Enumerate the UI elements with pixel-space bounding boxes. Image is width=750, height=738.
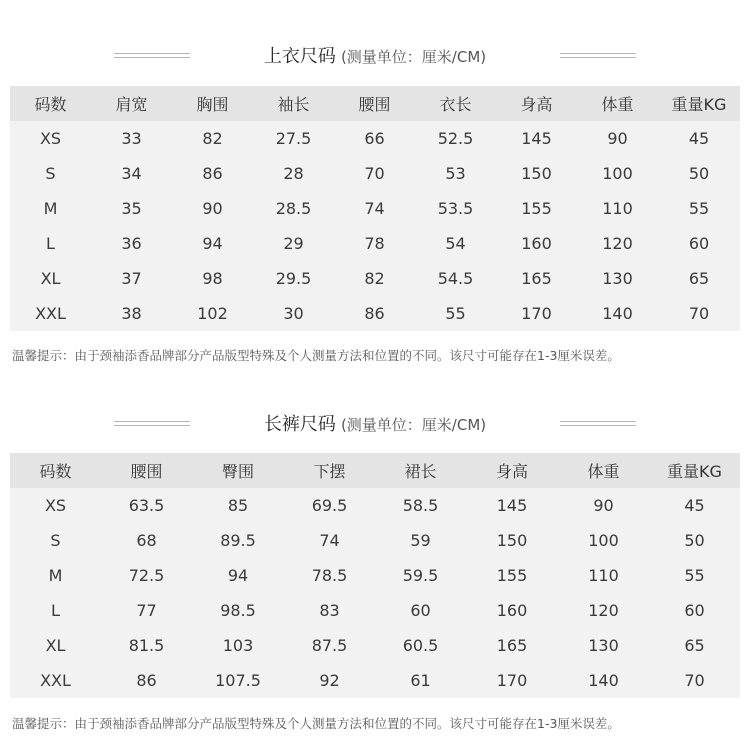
table-row (10, 488, 740, 523)
table-cell: 33 (91, 121, 172, 156)
table-cell: 63.5 (101, 488, 192, 523)
table-row (10, 523, 740, 558)
table-cell: 92 (284, 663, 375, 698)
table-cell: 69.5 (284, 488, 375, 523)
table-cell: 120 (558, 593, 649, 628)
table-cell: 65 (658, 261, 740, 296)
table-cell: 140 (577, 296, 658, 331)
table-cell: 130 (558, 628, 649, 663)
table-header-row (10, 453, 740, 488)
right-decoration-line (560, 53, 636, 58)
table-cell: 50 (649, 523, 740, 558)
top-table-unit: (测量单位：厘米/CM) (340, 48, 487, 66)
table-cell: 58.5 (375, 488, 466, 523)
table-cell: 86 (334, 296, 415, 331)
header-cell: 胸围 (172, 86, 253, 121)
table-cell: 70 (649, 663, 740, 698)
header-cell: 体重 (577, 86, 658, 121)
header-cell: 重量KG (649, 453, 740, 488)
table-cell: 53 (415, 156, 496, 191)
table-cell: 89.5 (192, 523, 284, 558)
table-cell: 28 (253, 156, 334, 191)
table-cell: 90 (172, 191, 253, 226)
table-cell: 50 (658, 156, 740, 191)
table-cell: 61 (375, 663, 466, 698)
table-cell: 87.5 (284, 628, 375, 663)
header-cell: 下摆 (284, 453, 375, 488)
table-cell: 170 (496, 296, 577, 331)
table-cell: 66 (334, 121, 415, 156)
table-cell: 70 (334, 156, 415, 191)
table-cell: 70 (658, 296, 740, 331)
table-header-row (10, 86, 740, 121)
table-cell: 60.5 (375, 628, 466, 663)
table-cell: 98 (172, 261, 253, 296)
table-cell: 55 (658, 191, 740, 226)
table-cell: 72.5 (101, 558, 192, 593)
table-cell: 140 (558, 663, 649, 698)
table-cell: XL (10, 628, 101, 663)
table-cell: 160 (496, 226, 577, 261)
table-cell: 110 (558, 558, 649, 593)
header-cell: 重量KG (658, 86, 740, 121)
table-cell: 68 (101, 523, 192, 558)
table-cell: 86 (172, 156, 253, 191)
table-cell: 29.5 (253, 261, 334, 296)
table-cell: 145 (466, 488, 558, 523)
table-cell: 81.5 (101, 628, 192, 663)
table-row (10, 226, 740, 261)
table-cell: S (10, 156, 91, 191)
table-cell: 28.5 (253, 191, 334, 226)
table-cell: 150 (496, 156, 577, 191)
header-cell: 腰围 (101, 453, 192, 488)
header-cell: 肩宽 (91, 86, 172, 121)
top-size-table (10, 86, 740, 331)
table-cell: 94 (192, 558, 284, 593)
table-cell: 54.5 (415, 261, 496, 296)
table-cell: M (10, 558, 101, 593)
table-row (10, 156, 740, 191)
table-cell: XXL (10, 663, 101, 698)
table-cell: 45 (658, 121, 740, 156)
table-cell: 45 (649, 488, 740, 523)
table-cell: 103 (192, 628, 284, 663)
table-cell: XS (10, 121, 91, 156)
table-row (10, 593, 740, 628)
table-cell: 78.5 (284, 558, 375, 593)
table-cell: 38 (91, 296, 172, 331)
table-row (10, 121, 740, 156)
table-cell: M (10, 191, 91, 226)
table-cell: 170 (466, 663, 558, 698)
table-row (10, 261, 740, 296)
table-cell: 65 (649, 628, 740, 663)
table-cell: 27.5 (253, 121, 334, 156)
header-cell: 体重 (558, 453, 649, 488)
table-cell: 165 (466, 628, 558, 663)
table-cell: 36 (91, 226, 172, 261)
header-cell: 身高 (496, 86, 577, 121)
header-cell: 臀围 (192, 453, 284, 488)
table-cell: 86 (101, 663, 192, 698)
table-cell: XL (10, 261, 91, 296)
table-cell: XXL (10, 296, 91, 331)
table-row (10, 296, 740, 331)
table-cell: 34 (91, 156, 172, 191)
table-cell: 30 (253, 296, 334, 331)
bottom-size-note: 温馨提示：由于颈袖添香品牌部分产品版型特殊及个人测量方法和位置的不同。该尺寸可能存在1-3厘米误差。 (12, 716, 620, 731)
table-cell: 90 (558, 488, 649, 523)
table-cell: 52.5 (415, 121, 496, 156)
top-section-title (0, 42, 750, 72)
bottom-table-title: 长裤尺码 (263, 414, 336, 435)
table-cell: 53.5 (415, 191, 496, 226)
bottom-table-unit: (测量单位：厘米/CM) (340, 416, 487, 434)
table-cell: L (10, 226, 91, 261)
table-cell: 90 (577, 121, 658, 156)
bottom-section-title (0, 410, 750, 440)
table-cell: 82 (334, 261, 415, 296)
table-cell: 59 (375, 523, 466, 558)
table-cell: 59.5 (375, 558, 466, 593)
table-cell: 155 (496, 191, 577, 226)
top-size-note: 温馨提示：由于颈袖添香品牌部分产品版型特殊及个人测量方法和位置的不同。该尺寸可能存在1-3厘米误差。 (12, 348, 620, 363)
header-cell: 裙长 (375, 453, 466, 488)
table-cell: 107.5 (192, 663, 284, 698)
table-cell: L (10, 593, 101, 628)
table-cell: 83 (284, 593, 375, 628)
table-cell: 94 (172, 226, 253, 261)
header-cell: 腰围 (334, 86, 415, 121)
table-cell: 110 (577, 191, 658, 226)
table-cell: XS (10, 488, 101, 523)
table-cell: 82 (172, 121, 253, 156)
table-cell: S (10, 523, 101, 558)
table-cell: 55 (415, 296, 496, 331)
right-decoration-line (560, 421, 636, 426)
table-row (10, 191, 740, 226)
table-cell: 37 (91, 261, 172, 296)
table-cell: 150 (466, 523, 558, 558)
table-cell: 98.5 (192, 593, 284, 628)
table-row (10, 628, 740, 663)
table-cell: 55 (649, 558, 740, 593)
table-cell: 102 (172, 296, 253, 331)
header-cell: 码数 (10, 453, 101, 488)
table-row (10, 558, 740, 593)
table-cell: 78 (334, 226, 415, 261)
header-cell: 码数 (10, 86, 91, 121)
table-cell: 74 (284, 523, 375, 558)
table-cell: 60 (649, 593, 740, 628)
table-cell: 54 (415, 226, 496, 261)
header-cell: 身高 (466, 453, 558, 488)
table-cell: 35 (91, 191, 172, 226)
table-cell: 74 (334, 191, 415, 226)
bottom-size-table (10, 453, 740, 698)
header-cell: 袖长 (253, 86, 334, 121)
table-cell: 155 (466, 558, 558, 593)
table-cell: 60 (658, 226, 740, 261)
table-cell: 77 (101, 593, 192, 628)
table-cell: 165 (496, 261, 577, 296)
table-cell: 60 (375, 593, 466, 628)
table-cell: 85 (192, 488, 284, 523)
table-cell: 100 (577, 156, 658, 191)
header-cell: 衣长 (415, 86, 496, 121)
table-cell: 100 (558, 523, 649, 558)
table-cell: 145 (496, 121, 577, 156)
table-cell: 130 (577, 261, 658, 296)
table-cell: 120 (577, 226, 658, 261)
top-table-title: 上衣尺码 (263, 46, 336, 67)
table-cell: 29 (253, 226, 334, 261)
table-cell: 160 (466, 593, 558, 628)
table-row (10, 663, 740, 698)
